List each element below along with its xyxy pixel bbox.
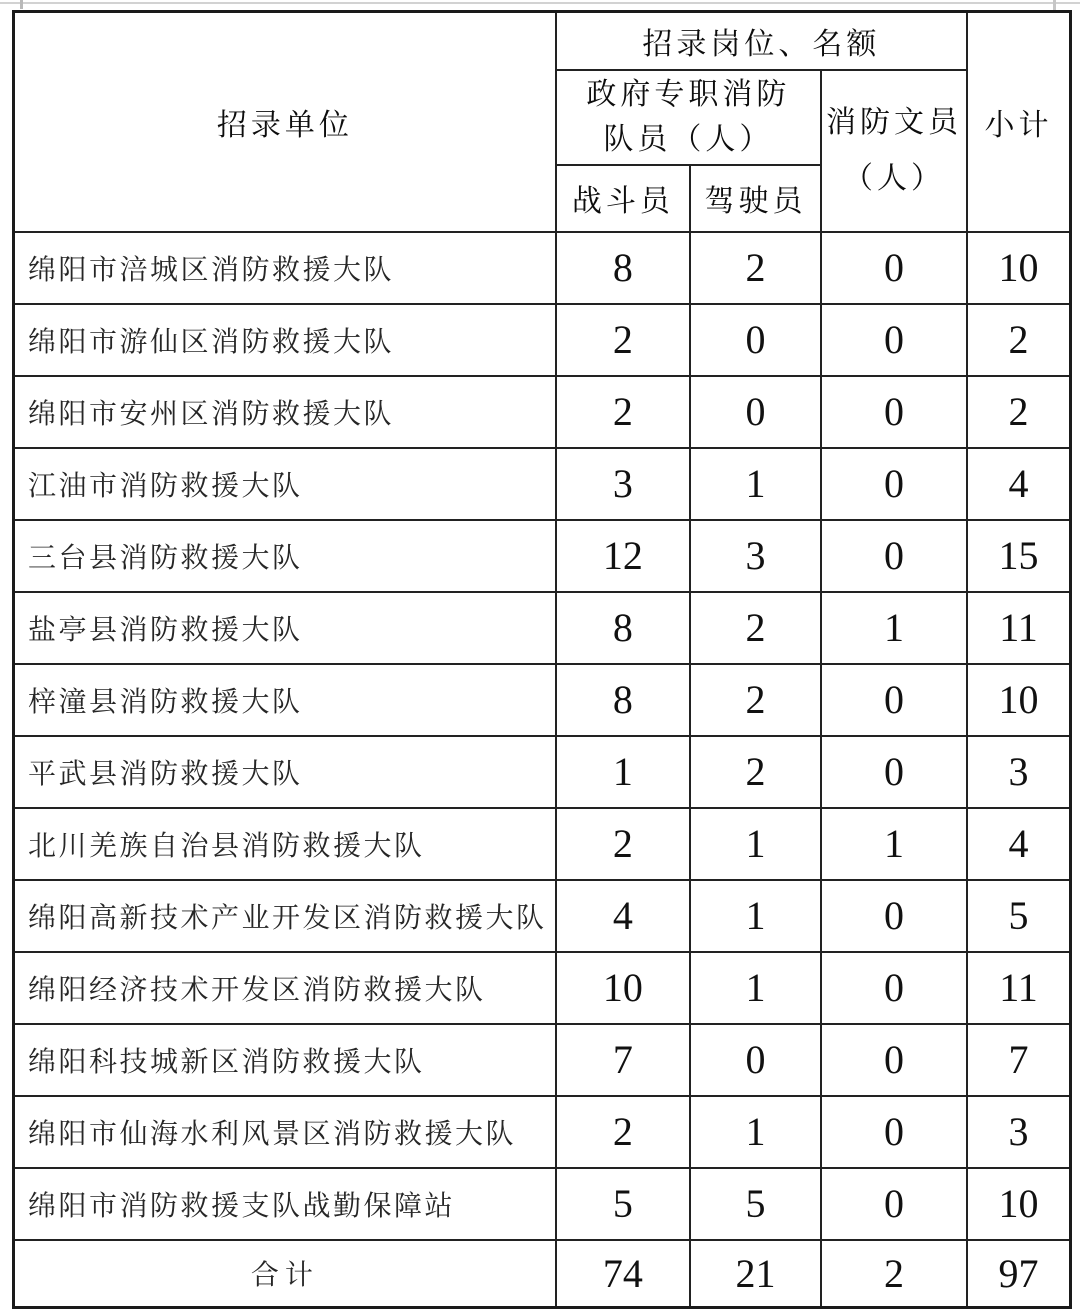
table-row — [14, 808, 1071, 880]
driver-count: 0 — [690, 1024, 821, 1096]
table-row — [14, 232, 1071, 304]
header-subtotal: 小计 — [967, 12, 1071, 232]
table-row — [14, 664, 1071, 736]
driver-count: 0 — [690, 304, 821, 376]
header-gov-firefighter-line1: 政府专职消防 — [586, 78, 791, 111]
clerk-count: 0 — [821, 304, 967, 376]
subtotal-count: 4 — [967, 808, 1071, 880]
header-row-1 — [14, 12, 1071, 70]
driver-count: 1 — [690, 880, 821, 952]
subtotal-count: 7 — [967, 1024, 1071, 1096]
clerk-count: 0 — [821, 952, 967, 1024]
clerk-count: 1 — [821, 808, 967, 880]
fighter-count: 3 — [556, 448, 690, 520]
header-fire-clerk-line2: （人） — [842, 161, 945, 195]
total-clerk-count: 2 — [821, 1240, 967, 1308]
unit-name: 梓潼县消防救援大队 — [14, 664, 556, 736]
subtotal-count: 2 — [967, 304, 1071, 376]
subtotal-count: 4 — [967, 448, 1071, 520]
driver-count: 1 — [690, 952, 821, 1024]
fighter-count: 7 — [556, 1024, 690, 1096]
header-driver: 驾驶员 — [690, 165, 821, 232]
clerk-count: 0 — [821, 376, 967, 448]
header-gov-firefighter-line2: 队员（人） — [603, 123, 774, 156]
fighter-count: 12 — [556, 520, 690, 592]
unit-name: 北川羌族自治县消防救援大队 — [14, 808, 556, 880]
clerk-count: 0 — [821, 448, 967, 520]
table-row — [14, 1096, 1071, 1168]
unit-name: 三台县消防救援大队 — [14, 520, 556, 592]
clerk-count: 0 — [821, 880, 967, 952]
unit-name: 绵阳科技城新区消防救援大队 — [14, 1024, 556, 1096]
unit-name: 绵阳市涪城区消防救援大队 — [14, 232, 556, 304]
fighter-count: 2 — [556, 808, 690, 880]
fighter-count: 2 — [556, 376, 690, 448]
table-body — [14, 232, 1071, 1308]
driver-count: 2 — [690, 232, 821, 304]
fighter-count: 8 — [556, 232, 690, 304]
driver-count: 3 — [690, 520, 821, 592]
fighter-count: 10 — [556, 952, 690, 1024]
table-row — [14, 952, 1071, 1024]
subtotal-count: 3 — [967, 1096, 1071, 1168]
driver-count: 2 — [690, 592, 821, 664]
subtotal-count: 3 — [967, 736, 1071, 808]
subtotal-count: 10 — [967, 1168, 1071, 1240]
subtotal-count: 11 — [967, 592, 1071, 664]
header-fire-clerk-line1: 消防文员 — [825, 105, 962, 139]
driver-count: 1 — [690, 448, 821, 520]
recruitment-quota-table — [12, 10, 1072, 1309]
table-row — [14, 304, 1071, 376]
clerk-count: 0 — [821, 520, 967, 592]
crop-artifact-line — [0, 2, 1080, 4]
clerk-count: 0 — [821, 664, 967, 736]
subtotal-count: 10 — [967, 232, 1071, 304]
fighter-count: 1 — [556, 736, 690, 808]
driver-count: 2 — [690, 736, 821, 808]
clerk-count: 0 — [821, 1096, 967, 1168]
header-fighter: 战斗员 — [556, 165, 690, 232]
driver-count: 2 — [690, 664, 821, 736]
table-row — [14, 736, 1071, 808]
driver-count: 1 — [690, 808, 821, 880]
unit-name: 绵阳市仙海水利风景区消防救援大队 — [14, 1096, 556, 1168]
header-positions-quota: 招录岗位、名额 — [556, 12, 967, 70]
total-label: 合计 — [14, 1240, 556, 1308]
clerk-count: 0 — [821, 232, 967, 304]
fighter-count: 8 — [556, 592, 690, 664]
unit-name: 盐亭县消防救援大队 — [14, 592, 556, 664]
fighter-count: 2 — [556, 304, 690, 376]
unit-name: 江油市消防救援大队 — [14, 448, 556, 520]
header-gov-firefighter — [556, 70, 821, 165]
table-row — [14, 1024, 1071, 1096]
table-row — [14, 592, 1071, 664]
total-subtotal-count: 97 — [967, 1240, 1071, 1308]
unit-name: 绵阳经济技术开发区消防救援大队 — [14, 952, 556, 1024]
unit-name: 平武县消防救援大队 — [14, 736, 556, 808]
table-row — [14, 1168, 1071, 1240]
table-header — [14, 12, 1071, 232]
table-row — [14, 880, 1071, 952]
unit-name: 绵阳市消防救援支队战勤保障站 — [14, 1168, 556, 1240]
fighter-count: 4 — [556, 880, 690, 952]
clerk-count: 0 — [821, 1168, 967, 1240]
fighter-count: 5 — [556, 1168, 690, 1240]
subtotal-count: 11 — [967, 952, 1071, 1024]
total-driver-count: 21 — [690, 1240, 821, 1308]
driver-count: 1 — [690, 1096, 821, 1168]
unit-name: 绵阳高新技术产业开发区消防救援大队 — [14, 880, 556, 952]
crop-artifact-tick-left — [20, 0, 23, 9]
subtotal-count: 10 — [967, 664, 1071, 736]
table-row — [14, 448, 1071, 520]
header-unit: 招录单位 — [14, 12, 556, 232]
clerk-count: 1 — [821, 592, 967, 664]
unit-name: 绵阳市安州区消防救援大队 — [14, 376, 556, 448]
clerk-count: 0 — [821, 736, 967, 808]
total-fighter-count: 74 — [556, 1240, 690, 1308]
driver-count: 0 — [690, 376, 821, 448]
subtotal-count: 15 — [967, 520, 1071, 592]
table-row — [14, 520, 1071, 592]
fighter-count: 8 — [556, 664, 690, 736]
unit-name: 绵阳市游仙区消防救援大队 — [14, 304, 556, 376]
subtotal-count: 5 — [967, 880, 1071, 952]
fighter-count: 2 — [556, 1096, 690, 1168]
total-row — [14, 1240, 1071, 1308]
subtotal-count: 2 — [967, 376, 1071, 448]
driver-count: 5 — [690, 1168, 821, 1240]
header-fire-clerk — [821, 70, 967, 232]
clerk-count: 0 — [821, 1024, 967, 1096]
table-row — [14, 376, 1071, 448]
